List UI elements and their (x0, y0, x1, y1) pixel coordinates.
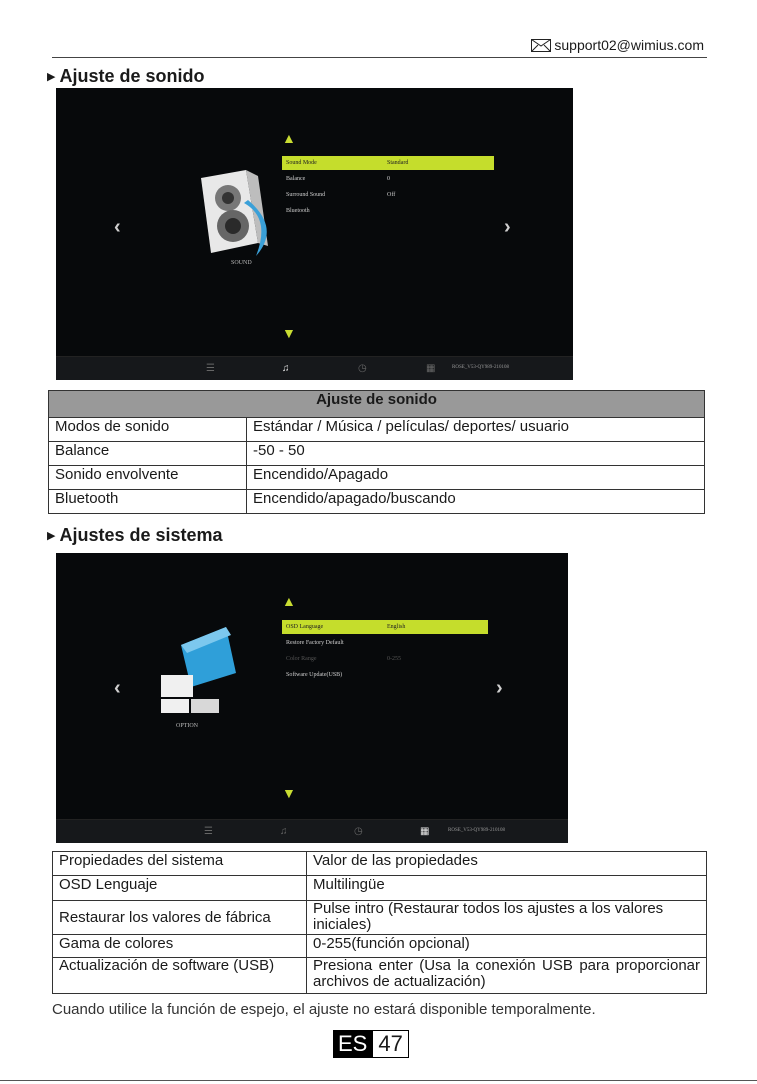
menu-item-restore-default[interactable] (282, 636, 488, 650)
right-arrow-icon[interactable]: › (504, 216, 511, 238)
footer-divider (0, 1080, 757, 1081)
system-section-title (47, 525, 223, 546)
table-cell: Restaurar los valores de fábrica (53, 901, 307, 935)
tv-menu-bar (56, 819, 568, 843)
menu-item-label: Bluetooth (286, 208, 310, 214)
table-header-cell: Propiedades del sistema (53, 852, 307, 876)
bullet-triangle-icon: ▶ (47, 71, 56, 83)
header-email (531, 37, 704, 53)
menu-item-color-range[interactable] (282, 652, 488, 666)
table-cell: Multilingüe (307, 876, 707, 901)
menu-item-osd-language[interactable] (282, 620, 488, 634)
sound-section-title (47, 66, 204, 87)
menu-item-value: Standard (387, 160, 409, 166)
table-cell: Balance (49, 442, 247, 466)
music-tab-icon[interactable]: ♫ (282, 363, 290, 374)
email-text: support02@wimius.com (554, 37, 704, 53)
sound-section-title-text: Ajuste de sonido (59, 66, 205, 86)
table-cell: Estándar / Música / películas/ deportes/ usuario (247, 418, 705, 442)
menu-item-surround[interactable] (282, 188, 494, 202)
table-cell: Bluetooth (49, 490, 247, 514)
left-arrow-icon[interactable]: ‹ (114, 677, 121, 699)
table-cell: Encendido/apagado/buscando (247, 490, 705, 514)
firmware-version: ROSE_V53-QY989-210108 (452, 365, 509, 370)
system-settings-screenshot (56, 553, 568, 843)
menu-item-label: Restore Factory Default (286, 640, 344, 646)
system-settings-table (52, 851, 707, 994)
table-cell: Sonido envolvente (49, 466, 247, 490)
table-cell: -50 - 50 (247, 442, 705, 466)
header-divider (52, 57, 707, 58)
menu-item-label: Surround Sound (286, 192, 326, 198)
menu-item-label: Balance (286, 176, 306, 182)
tv-menu-bar (56, 356, 573, 380)
menu-item-value: Off (387, 192, 396, 198)
table-cell: Encendido/Apagado (247, 466, 705, 490)
sound-icon-label: SOUND (231, 260, 252, 266)
sound-settings-screenshot (56, 88, 573, 380)
music-tab-icon[interactable]: ♫ (280, 826, 288, 837)
up-arrow-icon[interactable]: ▲ (282, 593, 296, 609)
table-header-cell: Valor de las propiedades (307, 852, 707, 876)
menu-item-label: OSD Language (286, 624, 324, 630)
page-number (333, 1030, 409, 1058)
menu-item-value: English (387, 624, 406, 630)
mirror-footnote: Cuando utilice la función de espejo, el ajuste no estará disponible temporalmente. (52, 1001, 596, 1018)
table-cell: OSD Lenguaje (53, 876, 307, 901)
menu-item-label: Color Range (286, 656, 317, 662)
menu-item-label: Software Update(USB) (286, 672, 343, 678)
option-tab-icon[interactable]: ▦ (426, 363, 436, 374)
picture-tab-icon[interactable]: ☰ (204, 826, 213, 837)
table-cell: Gama de colores (53, 935, 307, 958)
menu-item-value: 0 (387, 176, 390, 182)
bullet-triangle-icon: ▶ (47, 530, 56, 542)
table-cell: 0-255(función opcional) (307, 935, 707, 958)
option-cube-icon (151, 625, 241, 715)
timer-tab-icon[interactable]: ◷ (354, 826, 363, 837)
option-icon-label: OPTION (176, 723, 198, 729)
down-arrow-icon[interactable]: ▼ (282, 785, 296, 801)
page-number-value: 47 (372, 1030, 408, 1058)
timer-tab-icon[interactable]: ◷ (358, 363, 367, 374)
menu-item-label: Sound Mode (286, 160, 317, 166)
sound-settings-table (48, 390, 705, 514)
up-arrow-icon[interactable]: ▲ (282, 130, 296, 146)
table-cell: Presiona enter (Usa la conexión USB para proporcionar archivos de actualización) (307, 958, 707, 994)
page-language: ES (333, 1030, 372, 1058)
table-cell: Actualización de software (USB) (53, 958, 307, 994)
system-section-title-text: Ajustes de sistema (59, 525, 223, 545)
right-arrow-icon[interactable]: › (496, 677, 503, 699)
sound-table-title: Ajuste de sonido (49, 391, 705, 418)
menu-item-value: 0-255 (387, 656, 401, 662)
menu-item-sound-mode[interactable] (282, 156, 494, 170)
menu-item-balance[interactable] (282, 172, 494, 186)
table-cell: Pulse intro (Restaurar todos los ajustes a los valores iniciales) (307, 901, 707, 935)
firmware-version: ROSE_V53-QY989-210108 (448, 828, 505, 833)
down-arrow-icon[interactable]: ▼ (282, 325, 296, 341)
picture-tab-icon[interactable]: ☰ (206, 363, 215, 374)
speaker-icon (186, 168, 296, 263)
left-arrow-icon[interactable]: ‹ (114, 216, 121, 238)
menu-item-software-update[interactable] (282, 668, 488, 682)
envelope-icon (531, 39, 551, 52)
menu-item-bluetooth[interactable] (282, 204, 494, 218)
option-tab-icon[interactable]: ▦ (420, 826, 430, 837)
table-cell: Modos de sonido (49, 418, 247, 442)
